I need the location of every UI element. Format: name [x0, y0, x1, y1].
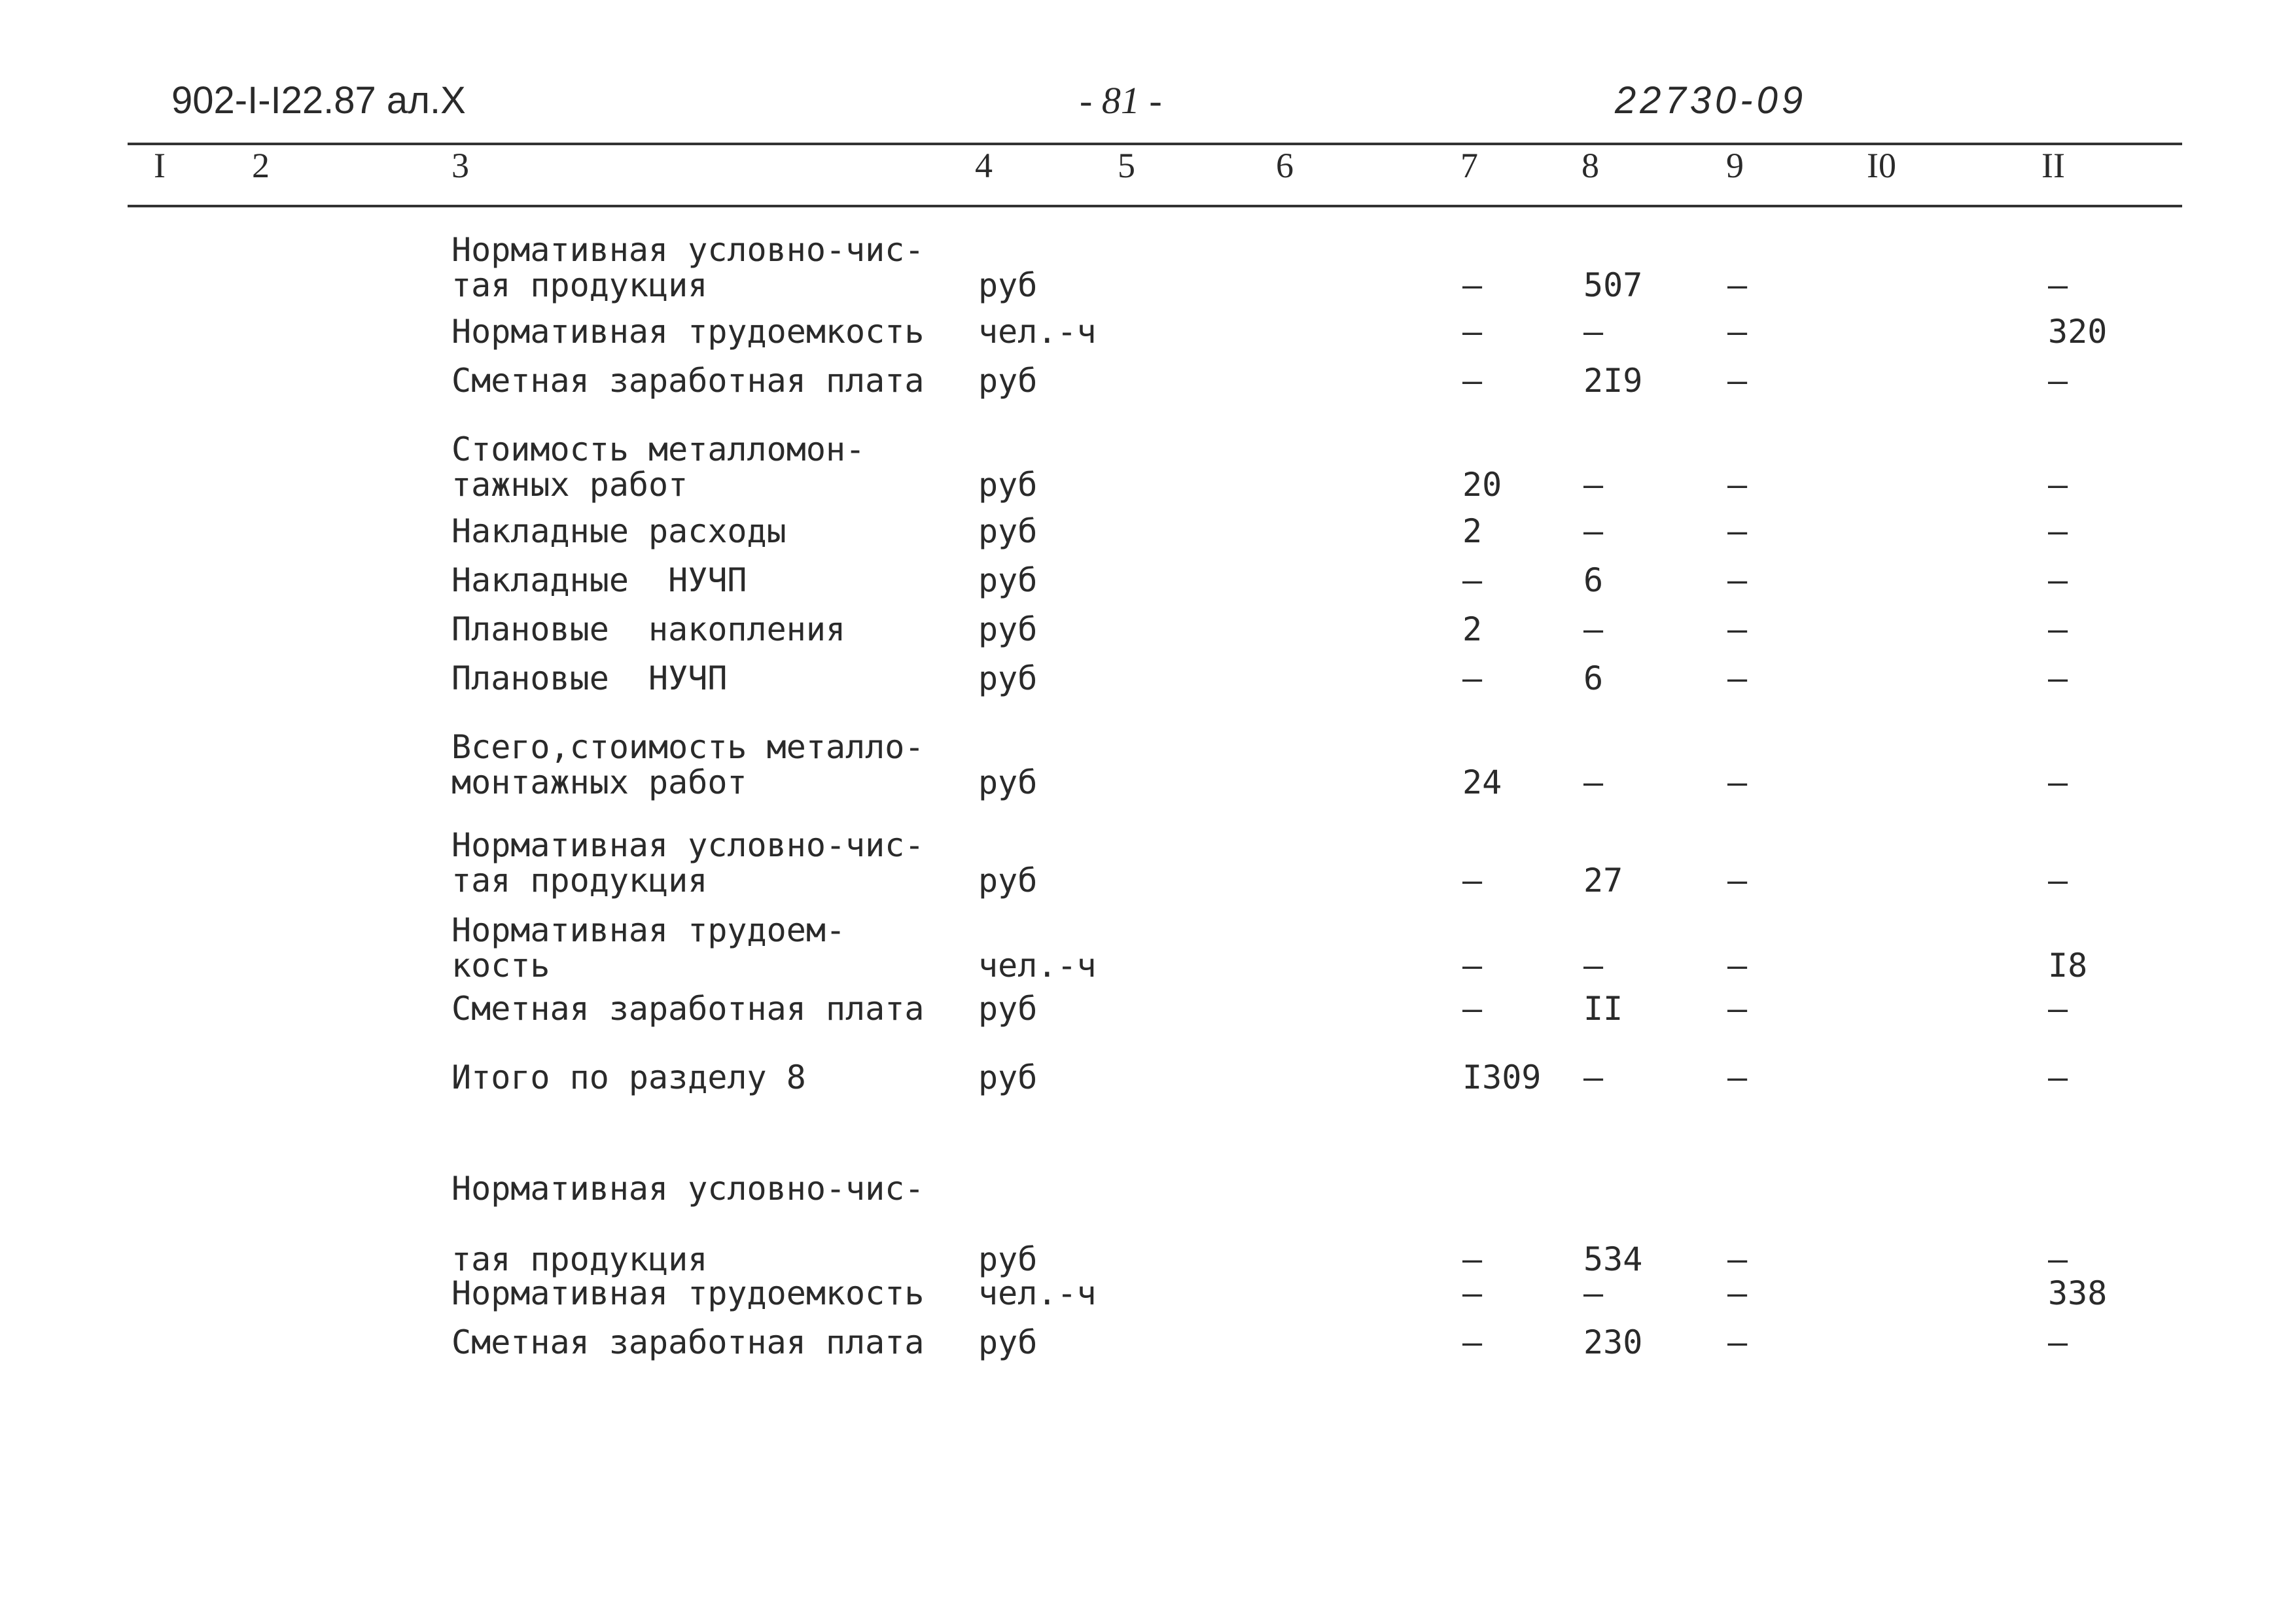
row-label: Нормативная условно-чис- тая продукция [451, 1170, 925, 1278]
row-value-col7: – [1462, 561, 1483, 599]
row-value-col7: – [1462, 362, 1483, 400]
row-label: Нормативная трудоем- кость [451, 911, 846, 985]
row-value-col11: – [2048, 466, 2068, 504]
column-number-6: 6 [1276, 146, 1294, 185]
row-value-col9: – [1727, 466, 1748, 504]
row-value-col9: – [1727, 610, 1748, 648]
row-unit: чел.-ч [978, 1274, 1097, 1312]
row-value-col8: – [1583, 947, 1604, 985]
row-unit: руб [978, 763, 1038, 801]
row-value-col11: – [2048, 1323, 2068, 1361]
page-number: - 81 - [1080, 79, 1162, 122]
row-label: Нормативная трудоемкость [451, 1274, 925, 1312]
row-value-col7: – [1462, 1240, 1483, 1278]
row-value-col11: – [2048, 266, 2068, 304]
row-label: Всего,стоимость металло- монтажных работ [451, 728, 925, 801]
row-value-col9: – [1727, 1323, 1748, 1361]
row-value-col11: – [2048, 659, 2068, 697]
row-label: Сметная заработная плата [451, 1323, 925, 1361]
row-value-col8: – [1583, 763, 1604, 801]
row-value-col9: – [1727, 763, 1748, 801]
row-value-col11: – [2048, 862, 2068, 899]
document-code: 902-I-I22.87 ал.X [171, 79, 466, 122]
row-value-col11: – [2048, 512, 2068, 550]
row-label: Плановые накопления [451, 610, 846, 648]
column-number-5: 5 [1118, 146, 1135, 185]
row-unit: руб [978, 862, 1038, 899]
row-value-col11: – [2048, 362, 2068, 400]
row-value-col7: – [1462, 1274, 1483, 1312]
row-unit: руб [978, 990, 1038, 1028]
row-label: Нормативная условно-чис- тая продукция [451, 826, 925, 899]
row-value-col7: 20 [1462, 466, 1502, 504]
column-number-2: 2 [252, 146, 270, 185]
row-value-col11: – [2048, 1058, 2068, 1096]
row-value-col11: – [2048, 990, 2068, 1028]
row-value-col9: – [1727, 1274, 1748, 1312]
row-value-col8: 6 [1583, 659, 1604, 697]
row-label: Накладные расходы [451, 512, 786, 550]
row-unit: руб [978, 512, 1038, 550]
row-value-col7: 2 [1462, 512, 1483, 550]
row-label: Плановые НУЧП [451, 659, 728, 697]
row-unit: руб [978, 1323, 1038, 1361]
row-unit: руб [978, 1058, 1038, 1096]
row-value-col8: – [1583, 610, 1604, 648]
row-label: Сметная заработная плата [451, 362, 925, 400]
row-value-col9: – [1727, 266, 1748, 304]
row-value-col9: – [1727, 990, 1748, 1028]
row-value-col8: – [1583, 1058, 1604, 1096]
row-value-col8: 230 [1583, 1323, 1643, 1361]
row-value-col11: – [2048, 610, 2068, 648]
row-value-col8: 507 [1583, 266, 1643, 304]
row-value-col8: 27 [1583, 862, 1623, 899]
row-unit: руб [978, 1240, 1038, 1278]
row-value-col9: – [1727, 862, 1748, 899]
row-unit: руб [978, 362, 1038, 400]
row-unit: руб [978, 561, 1038, 599]
row-value-col11: 320 [2048, 313, 2108, 351]
row-label: Итого по разделу 8 [451, 1058, 806, 1096]
row-value-col7: 24 [1462, 763, 1502, 801]
column-number-3: 3 [451, 146, 469, 185]
row-value-col9: – [1727, 947, 1748, 985]
column-number-9: 9 [1726, 146, 1744, 185]
row-value-col8: – [1583, 313, 1604, 351]
row-value-col7: – [1462, 313, 1483, 351]
row-value-col7: – [1462, 266, 1483, 304]
row-value-col9: – [1727, 561, 1748, 599]
row-value-col8: 6 [1583, 561, 1604, 599]
row-unit: руб [978, 659, 1038, 697]
column-number-11: II [2041, 146, 2065, 185]
row-label: Сметная заработная плата [451, 990, 925, 1028]
row-value-col7: – [1462, 990, 1483, 1028]
row-value-col7: I309 [1462, 1058, 1542, 1096]
row-unit: чел.-ч [978, 947, 1097, 985]
row-label: Нормативная условно-чис- тая продукция [451, 231, 925, 304]
row-value-col9: – [1727, 512, 1748, 550]
row-unit: руб [978, 610, 1038, 648]
row-unit: чел.-ч [978, 313, 1097, 351]
row-value-col11: 338 [2048, 1274, 2108, 1312]
row-value-col8: – [1583, 1274, 1604, 1312]
row-value-col8: 2I9 [1583, 362, 1643, 400]
column-number-7: 7 [1460, 146, 1478, 185]
row-value-col7: – [1462, 862, 1483, 899]
row-value-col9: – [1727, 313, 1748, 351]
row-value-col7: – [1462, 1323, 1483, 1361]
column-number-4: 4 [975, 146, 993, 185]
row-value-col8: II [1583, 990, 1623, 1028]
row-value-col8: 534 [1583, 1240, 1643, 1278]
column-number-1: I [154, 146, 166, 185]
row-value-col9: – [1727, 362, 1748, 400]
row-label: Стоимость металломон- тажных работ [451, 430, 866, 504]
row-value-col11: I8 [2048, 947, 2088, 985]
row-value-col7: 2 [1462, 610, 1483, 648]
column-number-8: 8 [1581, 146, 1599, 185]
row-value-col9: – [1727, 1240, 1748, 1278]
row-value-col9: – [1727, 659, 1748, 697]
row-value-col7: – [1462, 947, 1483, 985]
row-value-col8: – [1583, 512, 1604, 550]
column-number-10: I0 [1867, 146, 1896, 185]
document-number: 22730-09 [1615, 79, 1807, 122]
row-unit: руб [978, 466, 1038, 504]
row-value-col8: – [1583, 466, 1604, 504]
row-label: Нормативная трудоемкость [451, 313, 925, 351]
row-value-col7: – [1462, 659, 1483, 697]
row-value-col11: – [2048, 1240, 2068, 1278]
row-value-col11: – [2048, 561, 2068, 599]
row-value-col11: – [2048, 763, 2068, 801]
row-unit: руб [978, 266, 1038, 304]
row-label: Накладные НУЧП [451, 561, 747, 599]
row-value-col9: – [1727, 1058, 1748, 1096]
